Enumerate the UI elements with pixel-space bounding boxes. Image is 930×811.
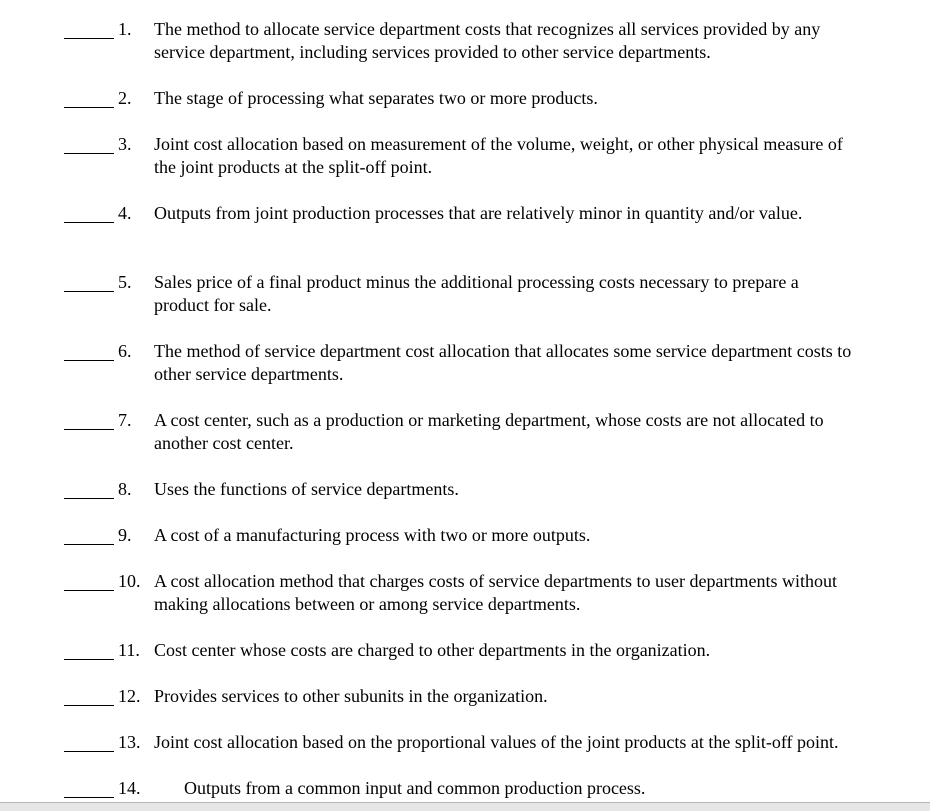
- question-text: Outputs from joint production processes that are relatively minor in quantity and/or value.: [154, 203, 803, 223]
- answer-blank[interactable]: [64, 429, 114, 430]
- question-item-10: [0, 570, 930, 630]
- question-number: 11.: [118, 640, 140, 660]
- question-number: 5.: [118, 272, 132, 292]
- question-text: A cost center, such as a production or marketing department, whose costs are not allocated to another cost center.: [154, 410, 824, 453]
- answer-blank[interactable]: [64, 659, 114, 660]
- answer-blank[interactable]: [64, 153, 114, 154]
- question-text: Uses the functions of service departments.: [154, 479, 459, 499]
- answer-blank[interactable]: [64, 291, 114, 292]
- question-number: 2.: [118, 88, 132, 108]
- question-number: 9.: [118, 525, 132, 545]
- answer-blank[interactable]: [64, 590, 114, 591]
- question-item-6: [0, 340, 930, 400]
- question-number: 7.: [118, 410, 132, 430]
- answer-blank[interactable]: [64, 751, 114, 752]
- question-text: Outputs from a common input and common production process.: [184, 778, 646, 798]
- answer-blank[interactable]: [64, 222, 114, 223]
- answer-blank[interactable]: [64, 360, 114, 361]
- answer-blank[interactable]: [64, 544, 114, 545]
- question-number: 14.: [118, 778, 141, 798]
- question-number: 1.: [118, 19, 132, 39]
- question-number: 10.: [118, 571, 141, 591]
- question-number: 3.: [118, 134, 132, 154]
- question-item-5: [0, 271, 930, 331]
- answer-blank[interactable]: [64, 38, 114, 39]
- question-text: Joint cost allocation based on measurement of the volume, weight, or other physical measure of the joint products at the split-off point.: [154, 134, 843, 177]
- question-text: The method to allocate service department costs that recognizes all services provided by any service department, including services provided to other service departments.: [154, 19, 821, 62]
- question-item-7: [0, 409, 930, 469]
- question-number: 8.: [118, 479, 132, 499]
- question-text: A cost of a manufacturing process with two or more outputs.: [154, 525, 591, 545]
- answer-blank[interactable]: [64, 797, 114, 798]
- question-item-1: [0, 18, 930, 78]
- answer-blank[interactable]: [64, 705, 114, 706]
- question-text: Sales price of a final product minus the additional processing costs necessary to prepare a product for sale.: [154, 272, 799, 315]
- question-number: 4.: [118, 203, 132, 223]
- question-text: The method of service department cost allocation that allocates some service department costs to other service departments.: [154, 341, 852, 384]
- question-item-3: [0, 133, 930, 193]
- question-item-4: [0, 202, 930, 262]
- question-text: A cost allocation method that charges costs of service departments to user departments without making allocations between or among service departments.: [154, 571, 837, 614]
- question-number: 13.: [118, 732, 141, 752]
- question-text: Provides services to other subunits in the organization.: [154, 686, 548, 706]
- answer-blank[interactable]: [64, 498, 114, 499]
- question-text: The stage of processing what separates two or more products.: [154, 88, 598, 108]
- question-text: Cost center whose costs are charged to other departments in the organization.: [154, 640, 711, 660]
- question-number: 6.: [118, 341, 132, 361]
- question-item-14: [0, 777, 930, 802]
- question-number: 12.: [118, 686, 141, 706]
- question-text: Joint cost allocation based on the proportional values of the joint products at the split-off point.: [154, 732, 839, 752]
- answer-blank[interactable]: [64, 107, 114, 108]
